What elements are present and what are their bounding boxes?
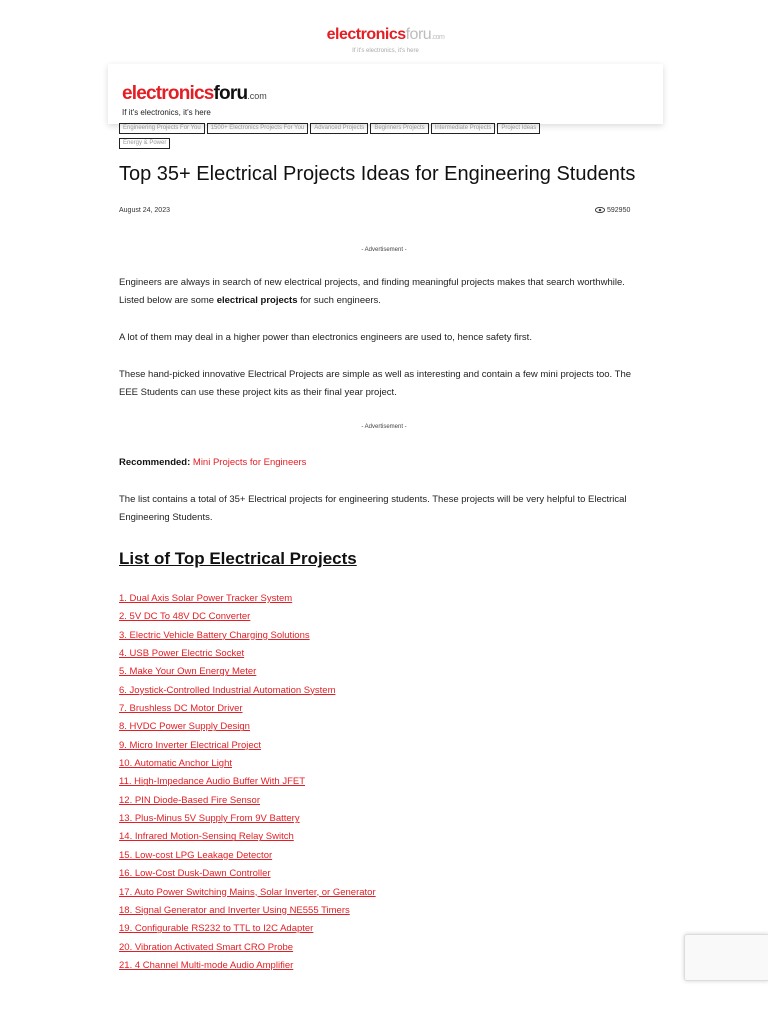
category-chip[interactable]: Project Ideas: [497, 123, 540, 134]
list-item: [119, 663, 376, 681]
project-link[interactable]: 21. 4 Channel Multi-mode Audio Amplifier: [119, 959, 294, 971]
list-item: [119, 645, 376, 663]
project-link[interactable]: 17. Auto Power Switching Mains, Solar Inverter, or Generator: [119, 886, 376, 898]
list-item: [119, 902, 376, 920]
project-link[interactable]: 15. Low-cost LPG Leakage Detector: [119, 849, 273, 861]
category-chip[interactable]: Advanced Projects: [310, 123, 368, 134]
list-heading: List of Top Electrical Projects: [119, 549, 357, 568]
view-count: [595, 207, 630, 214]
list-item: [119, 810, 376, 828]
logo-red: electronics: [122, 83, 214, 104]
banner-logo-com: .com: [431, 34, 445, 41]
banner-logo-grey: foru: [405, 26, 432, 43]
list-item: [119, 700, 376, 718]
project-link[interactable]: 18. Signal Generator and Inverter Using NE555 Timers: [119, 904, 350, 916]
category-chip[interactable]: Beginners Projects: [370, 123, 428, 134]
project-list: [119, 590, 376, 975]
recaptcha-badge[interactable]: [684, 934, 768, 981]
list-item: [119, 682, 376, 700]
list-item: [119, 847, 376, 865]
project-link[interactable]: 10. Automatic Anchor Light: [119, 758, 233, 770]
project-link[interactable]: 2. 5V DC To 48V DC Converter: [119, 611, 251, 623]
list-item: [119, 920, 376, 938]
article-date: August 24, 2023: [119, 207, 170, 214]
list-item: [119, 755, 376, 773]
recommended-label: Recommended:: [119, 457, 191, 468]
intro-text-end: for such engineers.: [297, 295, 381, 306]
logo-black: foru: [213, 83, 248, 104]
intro-paragraph: [119, 274, 644, 310]
recommended-paragraph: [119, 454, 644, 472]
article-title: Top 35+ Electrical Projects Ideas for Engineering Students: [119, 163, 636, 185]
list-item: [119, 865, 376, 883]
project-link[interactable]: 11. High-Impedance Audio Buffer With JFET: [119, 776, 306, 788]
project-link[interactable]: 9. Micro Inverter Electrical Project: [119, 739, 262, 751]
project-link[interactable]: 13. Plus-Minus 5V Supply From 9V Battery: [119, 813, 300, 825]
list-item: [119, 737, 376, 755]
description-paragraph: These hand-picked innovative Electrical Projects are simple as well as interesting and contain a few mini projects too. The EEE Students can use these project kits as their final year project.: [119, 369, 632, 398]
list-item: [119, 608, 376, 626]
eye-icon: [595, 207, 605, 213]
top-banner: [108, 26, 663, 64]
safety-paragraph: A lot of them may deal in a higher power than electronics engineers are used to, hence safety first.: [119, 332, 532, 343]
intro-bold: electrical projects: [216, 295, 298, 306]
list-item: [119, 718, 376, 736]
category-chip[interactable]: 1500+ Electronics Projects For You: [207, 123, 309, 134]
list-item: [119, 828, 376, 846]
list-intro-paragraph: The list contains a total of 35+ Electrical projects for engineering students. These projects will be very helpful to Electrical Engineering Students.: [119, 494, 627, 523]
advertisement-label: - Advertisement -: [361, 424, 407, 430]
view-count-value: 592950: [607, 207, 631, 214]
list-item: [119, 590, 376, 608]
banner-logo-red: electronics: [326, 26, 406, 43]
project-link[interactable]: 12. PIN Diode-Based Fire Sensor: [119, 794, 260, 806]
project-link[interactable]: 4. USB Power Electric Socket: [119, 648, 245, 660]
recommended-link[interactable]: Mini Projects for Engineers: [192, 457, 307, 468]
list-item: [119, 627, 376, 645]
project-link[interactable]: 6. Joystick-Controlled Industrial Automation System: [119, 684, 336, 696]
list-item: [119, 884, 376, 902]
list-item: [119, 773, 376, 791]
category-chip[interactable]: Energy & Power: [119, 138, 170, 149]
project-link[interactable]: 14. Infrared Motion-Sensing Relay Switch: [119, 831, 294, 843]
banner-tagline: If it's electronics, it's here: [352, 48, 419, 54]
list-item: [119, 939, 376, 957]
project-link[interactable]: 7. Brushless DC Motor Driver: [119, 703, 243, 715]
category-chip[interactable]: Intermediate Projects: [431, 123, 496, 134]
advertisement-label: - Advertisement -: [361, 247, 407, 253]
category-chips: [119, 123, 639, 153]
project-link[interactable]: 16. Low-Cost Dusk-Dawn Controller: [119, 868, 271, 880]
list-item: [119, 957, 376, 975]
project-link[interactable]: 5. Make Your Own Energy Meter: [119, 666, 257, 678]
intro-text-start: Engineers are always in search of new electrical projects, and finding meaningful projects makes that search worthwhile. Listed below are some: [119, 277, 625, 306]
project-link[interactable]: 20. Vibration Activated Smart CRO Probe: [119, 941, 294, 953]
site-header: [108, 64, 663, 124]
logo-com: .com: [247, 91, 267, 101]
category-chip[interactable]: Engineering Projects For You: [119, 123, 205, 134]
logo-tagline: If it's electronics, it's here: [122, 108, 211, 117]
project-link[interactable]: 19. Configurable RS232 to TTL to I2C Adapter: [119, 923, 314, 935]
site-logo[interactable]: [122, 84, 267, 118]
list-item: [119, 792, 376, 810]
project-link[interactable]: 1. Dual Axis Solar Power Tracker System: [119, 593, 293, 604]
banner-logo[interactable]: [108, 26, 663, 47]
project-link[interactable]: 3. Electric Vehicle Battery Charging Solutions: [119, 629, 310, 641]
project-link[interactable]: 8. HVDC Power Supply Design: [119, 721, 250, 733]
